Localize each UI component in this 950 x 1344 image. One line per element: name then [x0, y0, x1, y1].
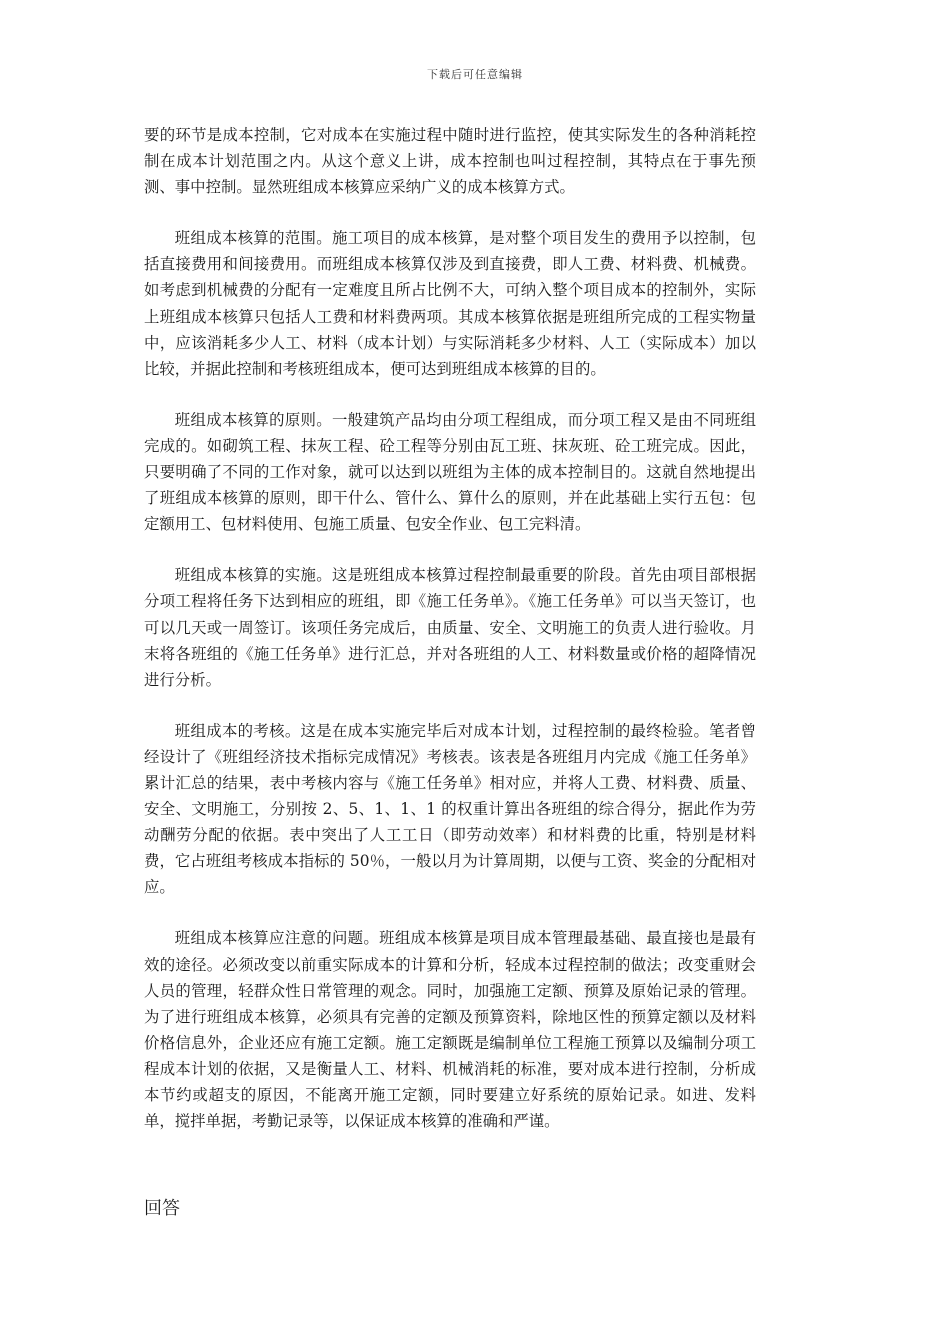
- paragraph-scope: 班组成本核算的范围。施工项目的成本核算，是对整个项目发生的费用予以控制，包括直接费用和间接费用。而班组成本核算仅涉及到直接费，即人工费、材料费、机械费。如考虑到机械费的分配有一定难度且所占比例不大，可纳入整个项目成本的控制外，实际上班组成本核算只包括人工费和材料费两项。其成本核算依据是班组所完成的工程实物量中，应该消耗多少人工、材料（成本计划）与实际消耗多少材料、人工（实际成本）加以比较，并据此控制和考核班组成本，便可达到班组成本核算的目的。: [144, 229, 756, 378]
- document-body: [144, 122, 756, 1159]
- paragraph-assessment: 班组成本的考核。这是在成本实施完毕后对成本计划，过程控制的最终检验。笔者曾经设计了《班组经济技术指标完成情况》考核表。该表是各班组月内完成《施工任务单》累计汇总的结果，表中考核内容与《施工任务单》相对应，并将人工费、材料费、质量、安全、文明施工，分别按 2、5、1、1、1 的权重计算出各班组的综合得分，据此作为劳动酬劳分配的依据。表中突出了人工工日（即劳动效率）和材料费的比重，特别是材料费，它占班组考核成本指标的 50％，一般以月为计算周期，以便与工资、奖金的分配相对应。: [144, 721, 756, 897]
- page-header: 下载后可任意编辑: [427, 68, 523, 81]
- paragraph-issues: 班组成本核算应注意的问题。班组成本核算是项目成本管理最基础、最直接也是最有效的途径。必须改变以前重实际成本的计算和分析，轻成本过程控制的做法；改变重财会人员的管理，轻群众性日常管理的观念。同时，加强施工定额、预算及原始记录的管理。为了进行班组成本核算，必须具有完善的定额及预算资料，除地区性的预算定额以及材料价格信息外，企业还应有施工定额。施工定额既是编制单位工程施工预算以及编制分项工程成本计划的依据，又是衡量人工、材料、机械消耗的标准，要对成本进行控制，分析成本节约或超支的原因，不能离开施工定额，同时要建立好系统的原始记录。如进、发料单，搅拌单据，考勤记录等，以保证成本核算的准确和严谨。: [144, 929, 756, 1131]
- paragraph-principle: 班组成本核算的原则。一般建筑产品均由分项工程组成，而分项工程又是由不同班组完成的。如砌筑工程、抹灰工程、砼工程等分别由瓦工班、抹灰班、砼工班完成。因此，只要明确了不同的工作对象，就可以达到以班组为主体的成本控制目的。这就自然地提出了班组成本核算的原则，即干什么、管什么、算什么的原则，并在此基础上实行五包：包定额用工、包材料使用、包施工质量、包安全作业、包工完料清。: [144, 410, 756, 534]
- answer-label: 回答: [144, 1198, 180, 1219]
- paragraph-implementation: 班组成本核算的实施。这是班组成本核算过程控制最重要的阶段。首先由项目部根据分项工程将任务下达到相应的班组，即《施工任务单》。《施工任务单》可以当天签订，也可以几天或一周签订。该项任务完成后，由质量、安全、文明施工的负责人进行验收。月末将各班组的《施工任务单》进行汇总，并对各班组的人工、材料数量或价格的超降情况进行分析。: [144, 566, 756, 689]
- paragraph-cost-control: 要的环节是成本控制，它对成本在实施过程中随时进行监控，使其实际发生的各种消耗控制在成本计划范围之内。从这个意义上讲，成本控制也叫过程控制，其特点在于事先预测、事中控制。显然班组成本核算应采纳广义的成本核算方式。: [144, 126, 756, 197]
